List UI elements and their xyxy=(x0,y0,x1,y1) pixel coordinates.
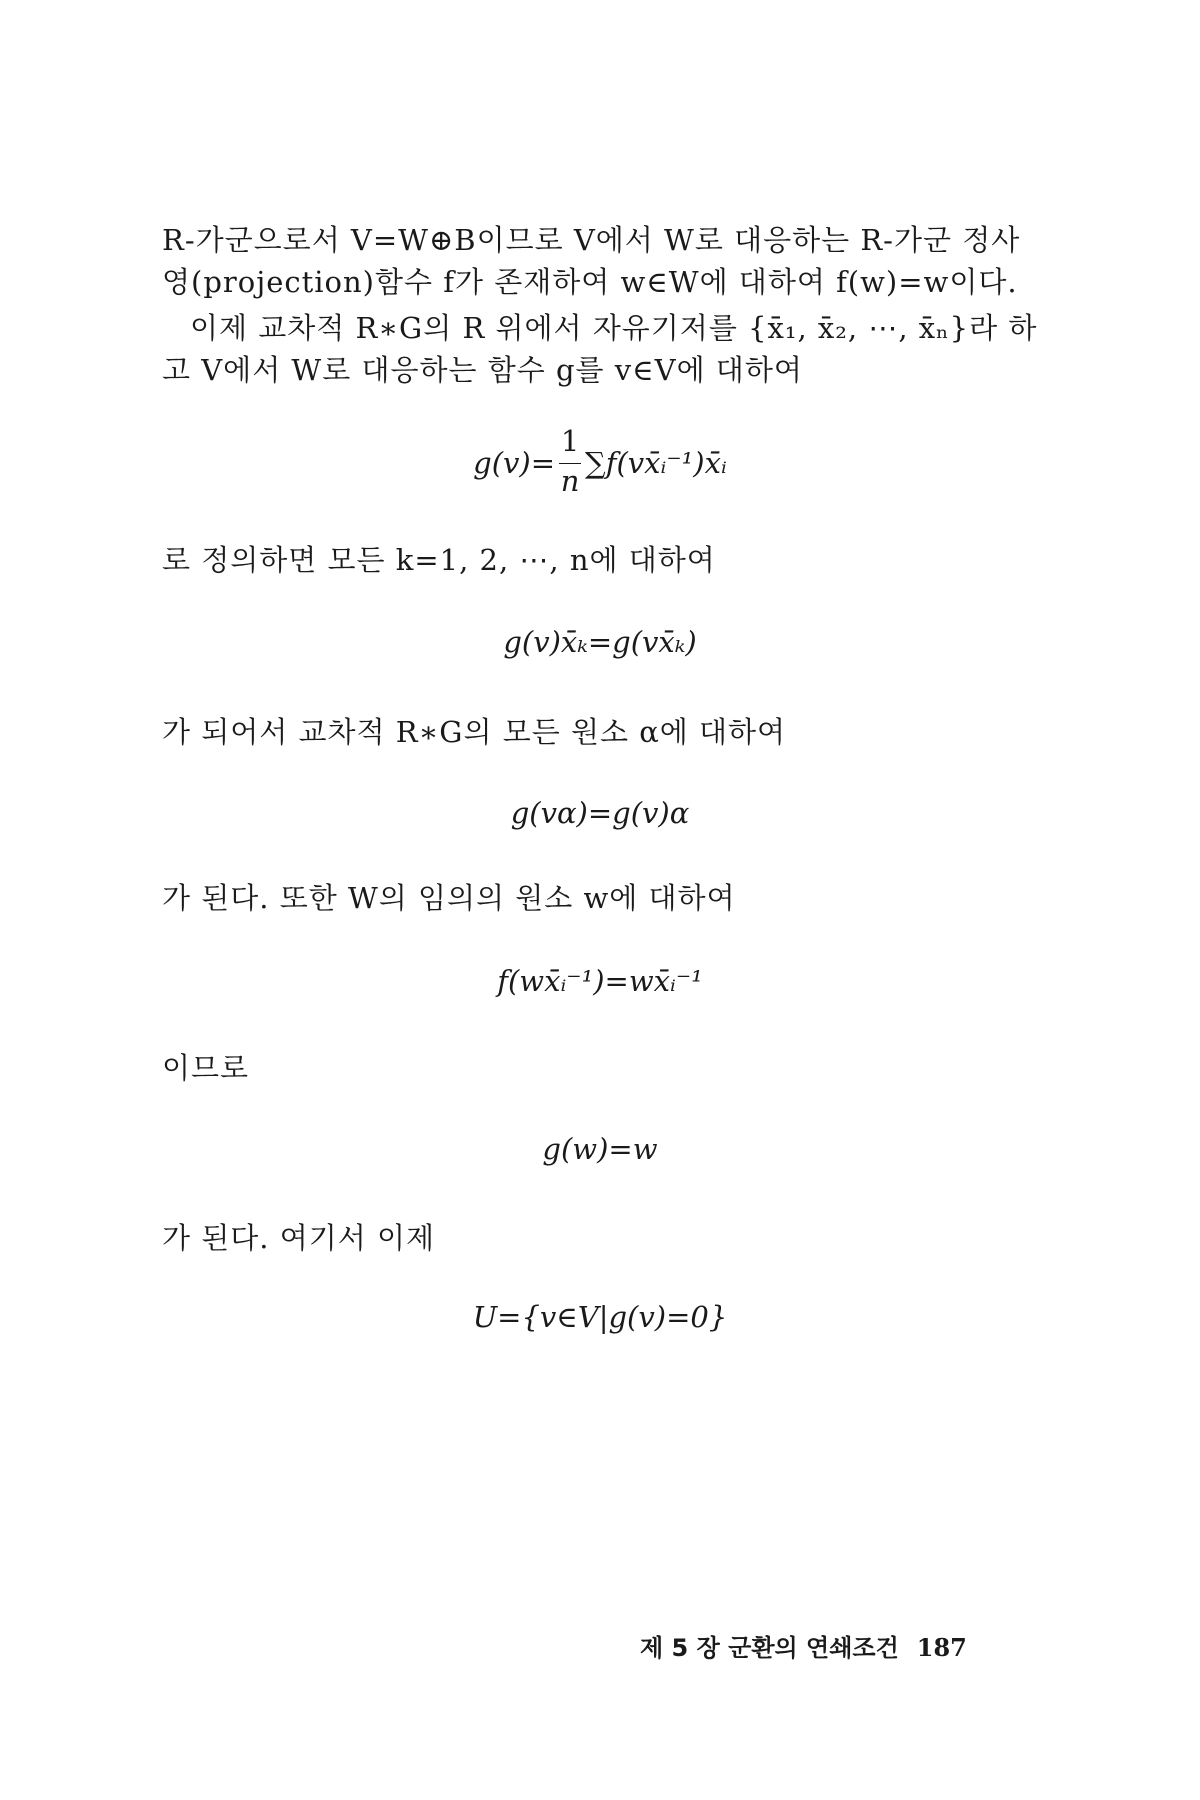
equation-1-numerator: 1 xyxy=(560,424,580,458)
paragraph-line-7: 가 된다. 또한 W의 임의의 원소 w에 대하여 xyxy=(162,881,736,915)
paragraph-line-5: 로 정의하면 모든 k=1, 2, ⋯, n에 대하여 xyxy=(162,543,716,577)
paragraph-line-8: 이므로 xyxy=(162,1051,250,1085)
equation-1 xyxy=(0,424,1200,500)
page-footer xyxy=(640,1628,967,1663)
equation-2: g(v)x̄ₖ=g(vx̄ₖ) xyxy=(503,625,697,659)
paragraph-line-4: 고 V에서 W로 대응하는 함수 g를 v∈V에 대하여 xyxy=(162,353,803,387)
equation-4: f(wx̄ᵢ⁻¹)=wx̄ᵢ⁻¹ xyxy=(497,964,703,998)
paragraph-line-6: 가 되어서 교차적 R∗G의 모든 원소 α에 대하여 xyxy=(162,715,787,749)
paragraph-line-9: 가 된다. 여기서 이제 xyxy=(162,1221,435,1255)
equation-6: U={v∈V|g(v)=0} xyxy=(472,1300,728,1334)
equation-1-fraction xyxy=(557,424,583,500)
paragraph-line-2: 영(projection)함수 f가 존재하여 w∈W에 대하여 f(w)=w이다. xyxy=(162,265,1018,299)
chapter-title: 제 5 장 군환의 연쇄조건 xyxy=(640,1634,899,1662)
equation-1-denominator: n xyxy=(560,464,580,498)
equation-1-rhs: ∑f(vx̄ᵢ⁻¹)x̄ᵢ xyxy=(585,446,727,480)
equation-3: g(vα)=g(v)α xyxy=(510,796,690,830)
paragraph-line-1: R-가군으로서 V=W⊕B이므로 V에서 W로 대응하는 R-가군 정사 xyxy=(162,223,1021,257)
equation-5: g(w)=w xyxy=(542,1132,658,1166)
equation-1-lhs: g(v)= xyxy=(473,446,556,480)
paragraph-line-3: 이제 교차적 R∗G의 R 위에서 자유기저를 {x̄₁, x̄₂, ⋯, x̄ₙ}라 하 xyxy=(190,311,1038,345)
page-number: 187 xyxy=(916,1633,967,1662)
